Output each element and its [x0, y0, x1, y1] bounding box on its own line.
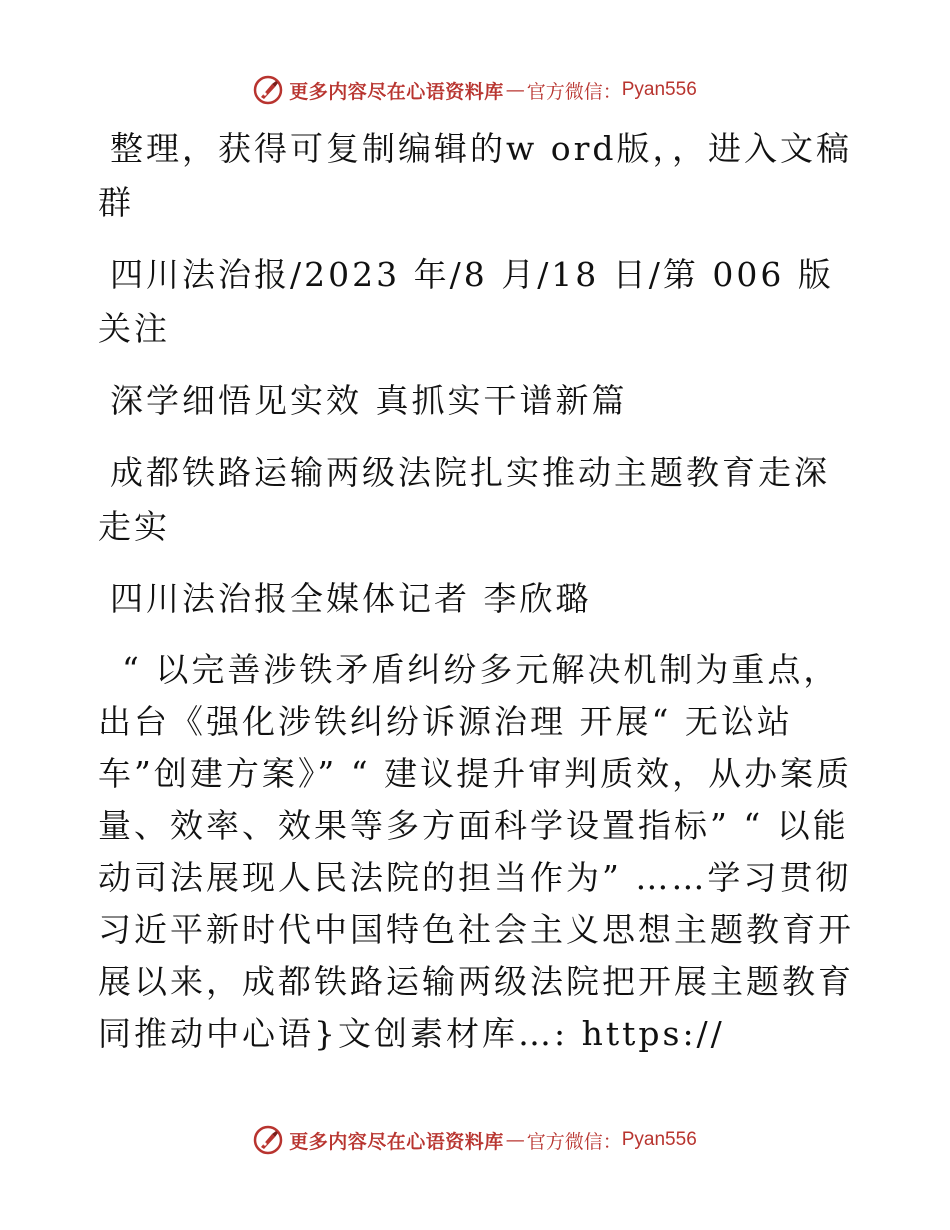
source-line: 四川法治报/2023 年/8 月/18 日/第 006 版关注	[98, 255, 834, 348]
banner-brand-text: 更多内容尽在心语资料库	[289, 1130, 504, 1153]
intro-paragraph: 整理，获得可复制编辑的w ord版，，进入文稿群	[98, 129, 853, 222]
footer-banner	[0, 1120, 950, 1160]
banner-separator: —	[505, 1129, 525, 1151]
banner-separator: —	[505, 79, 525, 101]
header-banner	[0, 70, 950, 110]
banner-contact-label: 官方微信：	[526, 1130, 622, 1153]
banner-contact-id: Pyan556	[621, 79, 697, 100]
article-body: “ 以完善涉铁矛盾纠纷多元解决机制为重点，出台《强化涉铁纠纷诉源治理 开展“ 无讼站车”创建方案》” “ 建议提升审判质效，从办案质量、效率、效果等多方面科学设置指标” “ 以能动司法展现人民法院的担当作为” ……学习贯彻习近平新时代中国特色社会主义思想主题教育开展以来，成都铁路运输两级法院把开展主题教育同推动中心语}文创素材库…: https://	[98, 650, 854, 1053]
pen-nib-logo-icon	[253, 1125, 283, 1155]
document-body	[98, 122, 858, 1060]
article-byline: 四川法治报全媒体记者 李欣璐	[110, 579, 592, 618]
banner-brand-text: 更多内容尽在心语资料库	[289, 80, 504, 103]
banner-contact-label: 官方微信：	[526, 80, 622, 103]
banner-contact-id: Pyan556	[621, 1129, 697, 1150]
pen-nib-logo-icon	[253, 75, 283, 105]
article-headline: 深学细悟见实效 真抓实干谱新篇	[110, 381, 628, 420]
article-subheadline: 成都铁路运输两级法院扎实推动主题教育走深走实	[98, 453, 830, 546]
